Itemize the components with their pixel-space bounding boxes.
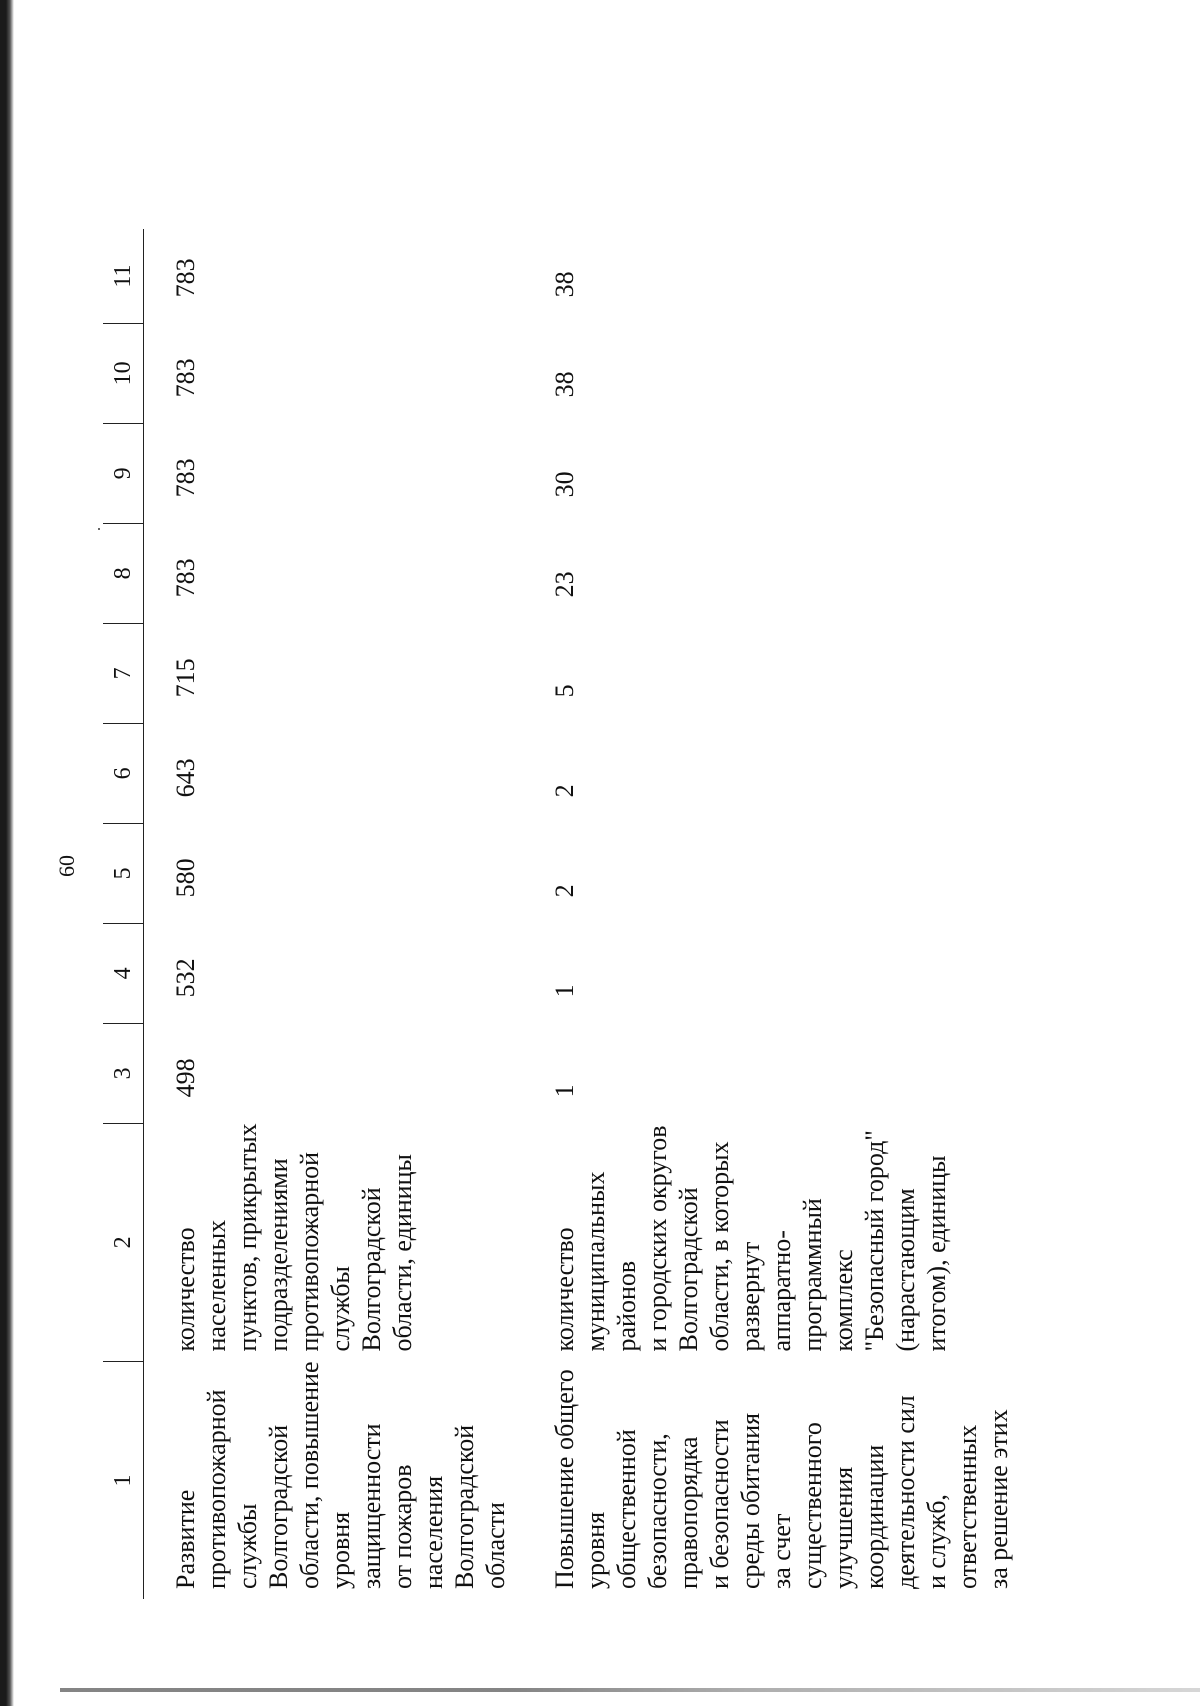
value-cell-col-9: 30 [550, 471, 579, 498]
goal-cell [511, 1362, 1014, 1600]
table-header-row [103, 229, 144, 1599]
value-cell-col-7: 5 [550, 684, 579, 698]
indicator-cell-line: службы [326, 1266, 355, 1352]
goal-cell-line: и служб, [922, 1494, 951, 1589]
goal-cell-line: за решение этих [984, 1409, 1013, 1589]
indicator-cell-line: районов [612, 1260, 641, 1352]
goal-cell-line: существенного [798, 1422, 827, 1589]
indicator-cell-line: (нарастающим [891, 1188, 920, 1352]
goal-cell-line: Повышение общего [550, 1369, 579, 1589]
goal-cell-line: безопасности, [643, 1433, 672, 1589]
column-header-7: 7 [103, 623, 144, 723]
value-cell-col-3: 1 [550, 1084, 579, 1098]
goal-cell-line: Волгоградской [264, 1424, 293, 1589]
goal-cell-line: общественной [612, 1429, 641, 1589]
value-cell-col-8: 23 [550, 571, 579, 598]
value-cell-col-6: 643 [171, 758, 200, 798]
table-row [144, 229, 512, 1599]
goal-cell [144, 1362, 512, 1600]
value-cell-col-5: 580 [171, 858, 200, 898]
goal-cell-line: от пожаров [388, 1464, 417, 1589]
column-header-2: 2 [103, 1123, 144, 1361]
value-cell-col-10: 783 [171, 358, 200, 398]
value-cell-col-6: 2 [550, 784, 579, 798]
goal-cell-line: координации [860, 1444, 889, 1589]
goal-cell-line: Волгоградской [450, 1424, 479, 1589]
indicator-cell-line: пунктов, прикрытых [233, 1123, 262, 1352]
indicator-cell-line: "Безопасный город" [860, 1130, 889, 1352]
indicator-cell-line: области, в которых [705, 1141, 734, 1352]
column-header-11: 11 [103, 229, 144, 323]
value-cell-col-3: 498 [171, 1058, 200, 1098]
value-cell-col-11: 783 [171, 258, 200, 298]
table-row [511, 229, 1014, 1599]
column-header-6: 6 [103, 723, 144, 823]
value-cell-col-8: 783 [171, 558, 200, 598]
value-cell-col-5: 2 [550, 884, 579, 898]
value-cell-col-4: 532 [171, 958, 200, 998]
column-header-9: 9 [103, 423, 144, 523]
goal-cell-line: улучшения [829, 1466, 858, 1589]
goal-cell-line: защищенности [357, 1423, 386, 1589]
indicator-cell-line: области, единицы [388, 1154, 417, 1352]
goal-cell-line: области [481, 1502, 510, 1589]
indicator-cell-line: количество [171, 1227, 200, 1352]
indicator-cell [511, 1123, 1014, 1361]
value-cell-col-10: 38 [550, 371, 579, 398]
indicator-cell-line: подразделениями [264, 1158, 293, 1352]
indicator-cell-line: аппаратно- [767, 1230, 796, 1352]
column-header-4: 4 [103, 923, 144, 1023]
column-header-5: 5 [103, 823, 144, 923]
column-header-1: 1 [103, 1362, 144, 1600]
value-cell-col-11: 38 [550, 271, 579, 298]
goal-cell-line: противопожарной [202, 1389, 231, 1589]
goal-cell-line: уровня [581, 1511, 610, 1589]
page-number: 60 [54, 855, 79, 877]
goal-cell-line: службы [233, 1503, 262, 1589]
column-header-10: 10 [103, 323, 144, 423]
goal-cell-line: ответственных [953, 1424, 982, 1589]
value-cell-col-9: 783 [171, 458, 200, 498]
indicator-cell-line: муниципальных [581, 1171, 610, 1352]
goal-cell-line: среды обитания [736, 1412, 765, 1589]
goal-cell-line: за счет [767, 1513, 796, 1589]
indicator-cell-line: населенных [202, 1219, 231, 1352]
goal-cell-line: Развитие [171, 1489, 200, 1589]
goal-cell-line: деятельности сил [891, 1395, 920, 1589]
value-cell-col-4: 1 [550, 984, 579, 998]
indicator-cell [144, 1123, 512, 1361]
column-header-3: 3 [103, 1023, 144, 1123]
indicator-cell-line: противопожарной [295, 1151, 324, 1352]
indicator-cell-line: количество [550, 1227, 579, 1352]
indicator-cell-line: развернут [736, 1241, 765, 1352]
indicator-cell-line: и городских округов [643, 1125, 672, 1352]
indicator-table [103, 229, 1014, 1599]
value-cell-col-7: 715 [171, 658, 200, 698]
indicator-cell-line: Волгоградской [674, 1187, 703, 1352]
goal-cell-line: и безопасности [705, 1419, 734, 1589]
indicator-cell-line: программный [798, 1198, 827, 1352]
goal-cell-line: населения [419, 1475, 448, 1589]
column-header-8: 8 [103, 523, 144, 623]
indicator-cell-line: итогом), единицы [922, 1155, 951, 1352]
goal-cell-line: уровня [326, 1511, 355, 1589]
indicator-cell-line: комплекс [829, 1249, 858, 1352]
goal-cell-line: области, повышение [295, 1361, 324, 1589]
goal-cell-line: правопорядка [674, 1436, 703, 1589]
indicator-cell-line: Волгоградской [357, 1187, 386, 1352]
